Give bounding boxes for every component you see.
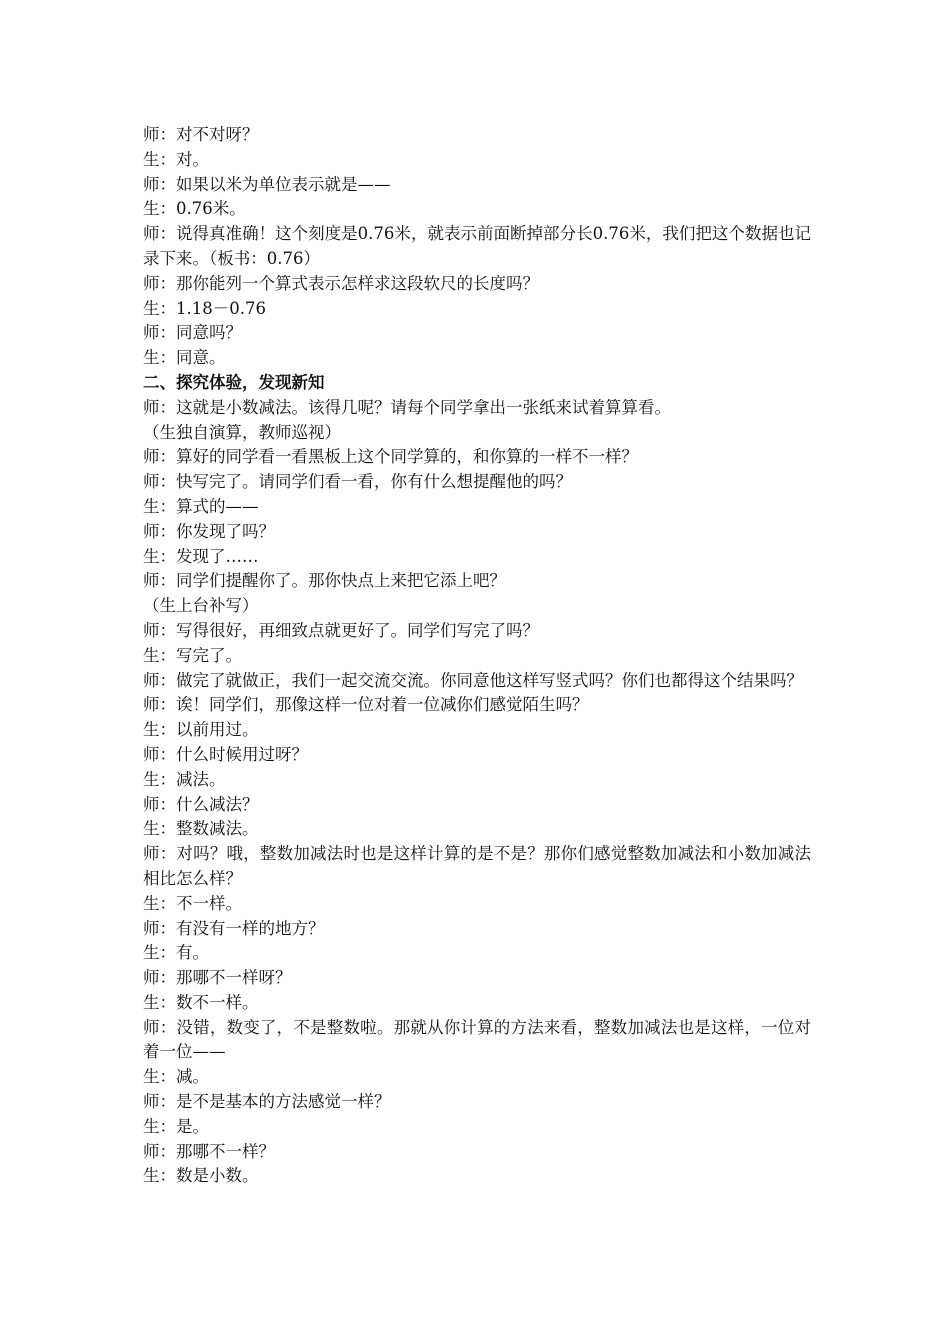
- dialogue-line: 师：诶！同学们，那像这样一位对着一位减你们感觉陌生吗？: [143, 695, 589, 715]
- dialogue-line: 师：什么时候用过呀？: [143, 744, 308, 764]
- dialogue-line: 师：算好的同学看一看黑板上这个同学算的，和你算的一样不一样？: [143, 447, 638, 467]
- dialogue-line: 师：这就是小数减法。该得几呢？请每个同学拿出一张纸来试着算算看。: [143, 397, 671, 417]
- dialogue-line: 生：减法。: [143, 769, 226, 789]
- dialogue-line: 师：那你能列一个算式表示怎样求这段软尺的长度吗？: [143, 273, 539, 293]
- dialogue-line: 师：没错，数变了，不是整数啦。那就从你计算的方法来看，整数加减法也是这样，一位对着一位——: [143, 1017, 811, 1062]
- dialogue-line: 生：不一样。: [143, 893, 242, 913]
- dialogue-line: 师：对不对呀？: [143, 125, 259, 144]
- dialogue-line: 师：写得很好，再细致点就更好了。同学们写完了吗？: [143, 620, 539, 640]
- dialogue-line: 师：什么减法？: [143, 794, 259, 814]
- document-body: [143, 123, 811, 1189]
- dialogue-line: 师：同学们提醒你了。那你快点上来把它添上吧？: [143, 571, 506, 591]
- dialogue-line: 师：对吗？哦，整数加减法时也是这样计算的是不是？那你们感觉整数加减法和小数加减法相比怎么样？: [143, 844, 811, 888]
- dialogue-line: 生：同意。: [143, 348, 226, 368]
- dialogue-line: 生：以前用过。: [143, 720, 259, 740]
- dialogue-line: 师：你发现了吗？: [143, 521, 275, 541]
- dialogue-line: 生：有。: [143, 943, 209, 963]
- dialogue-line: 师：是不是基本的方法感觉一样？: [143, 1092, 391, 1112]
- dialogue-line: 师：那哪不一样？: [143, 1141, 275, 1161]
- dialogue-line: 师：有没有一样的地方？: [143, 918, 325, 938]
- dialogue-line: 生：发现了……: [143, 546, 259, 566]
- stage-direction: （生独自演算，教师巡视）: [143, 422, 341, 442]
- dialogue-line: 生：写完了。: [143, 645, 242, 665]
- section-heading: 二、探究体验，发现新知: [143, 372, 325, 392]
- dialogue-line: 生：数不一样。: [143, 992, 259, 1012]
- dialogue-line: 师：如果以米为单位表示就是——: [143, 174, 391, 194]
- dialogue-line: 师：说得真准确！这个刻度是0.76米，就表示前面断掉部分长0.76米，我们把这个数据也记录下来。（板书：0.76）: [143, 224, 811, 268]
- dialogue-line: 生：算式的——: [143, 496, 259, 516]
- dialogue-line: 生：是。: [143, 1116, 209, 1136]
- dialogue-line: 生：整数减法。: [143, 819, 259, 839]
- dialogue-line: 师：做完了就做正，我们一起交流交流。你同意他这样写竖式吗？你们也都得这个结果吗？: [143, 670, 803, 690]
- dialogue-line: 生：0.76米。: [143, 199, 246, 219]
- dialogue-line: 生：1.18－0.76: [143, 298, 266, 318]
- dialogue-line: 生：对。: [143, 149, 209, 169]
- dialogue-line: 师：同意吗？: [143, 323, 242, 343]
- dialogue-line: 师：快写完了。请同学们看一看，你有什么想提醒他的吗？: [143, 472, 572, 492]
- dialogue-line: 生：减。: [143, 1067, 209, 1087]
- dialogue-line: 生：数是小数。: [143, 1166, 259, 1186]
- stage-direction: （生上台补写）: [143, 596, 259, 616]
- dialogue-line: 师：那哪不一样呀？: [143, 968, 292, 988]
